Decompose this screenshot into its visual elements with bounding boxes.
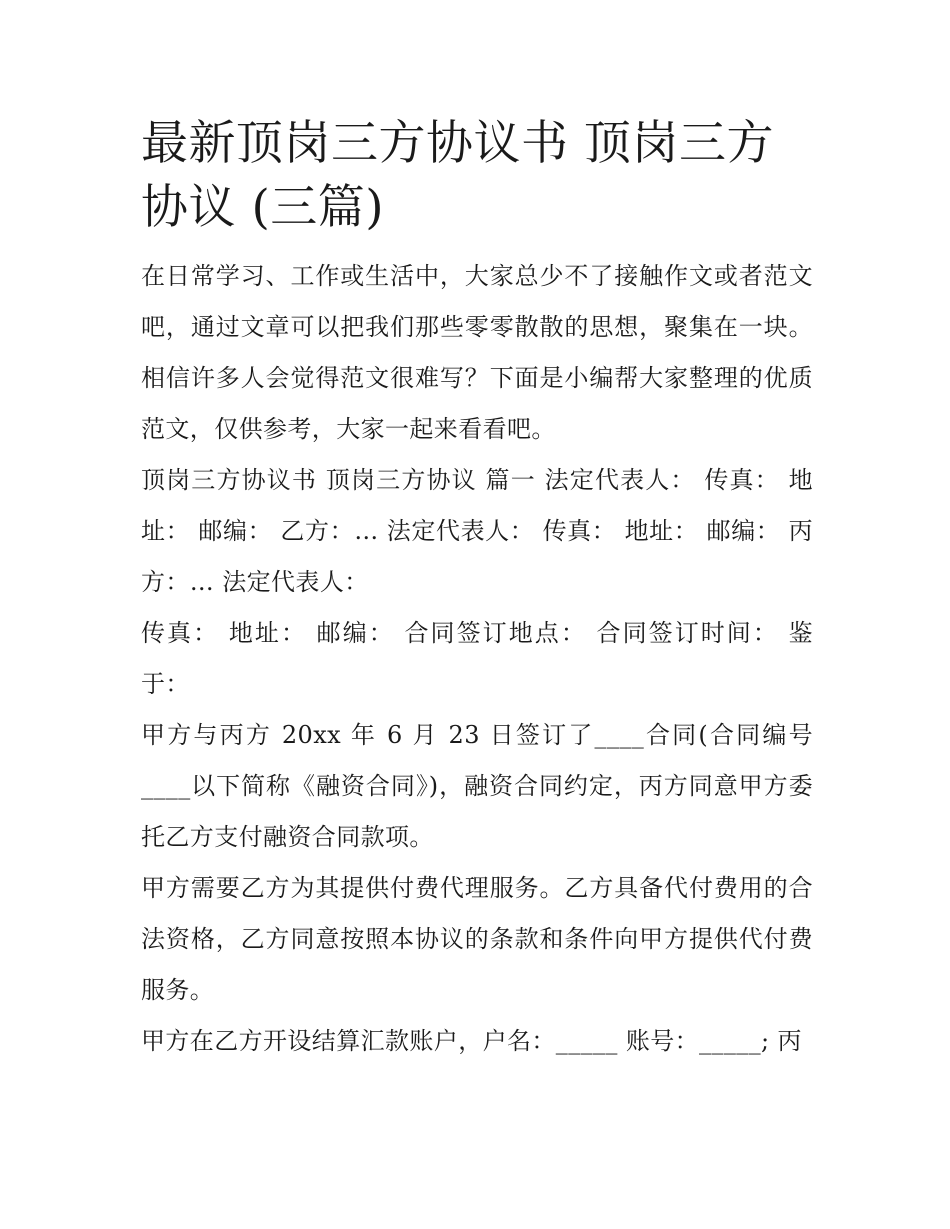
financing-contract-paragraph: 甲方与丙方 20xx 年 6 月 23 日签订了____合同(合同编号____以下简称《融资合同》)，融资合同约定，丙方同意甲方委托乙方支付融资合同款项。: [141, 721, 813, 851]
contact-paragraph: 传真： 地址： 邮编： 合同签订地点： 合同签订时间： 鉴于：: [141, 619, 813, 698]
agency-service-paragraph: 甲方需要乙方为其提供付费代理服务。乙方具备代付费用的合法资格，乙方同意按照本协议的条款和条件向甲方提供代付费服务。: [141, 874, 813, 1004]
account-paragraph: 甲方在乙方开设结算汇款账户，户名：_____ 账号：_____; 丙: [141, 1027, 802, 1055]
parties-paragraph: 顶岗三方协议书 顶岗三方协议 篇一 法定代表人： 传真： 地址： 邮编： 乙方：… 法定代表人： 传真： 地址： 邮编： 丙方：… 法定代表人：: [141, 466, 813, 596]
document-page: [141, 112, 813, 1067]
intro-paragraph: 在日常学习、工作或生活中，大家总少不了接触作文或者范文吧，通过文章可以把我们那些零零散散的思想，聚集在一块。相信许多人会觉得范文很难写？下面是小编帮大家整理的优质范文，仅供参考，大家一起来看看吧。: [141, 262, 813, 443]
document-title: 最新顶岗三方协议书 顶岗三方协议 (三篇): [141, 116, 774, 235]
